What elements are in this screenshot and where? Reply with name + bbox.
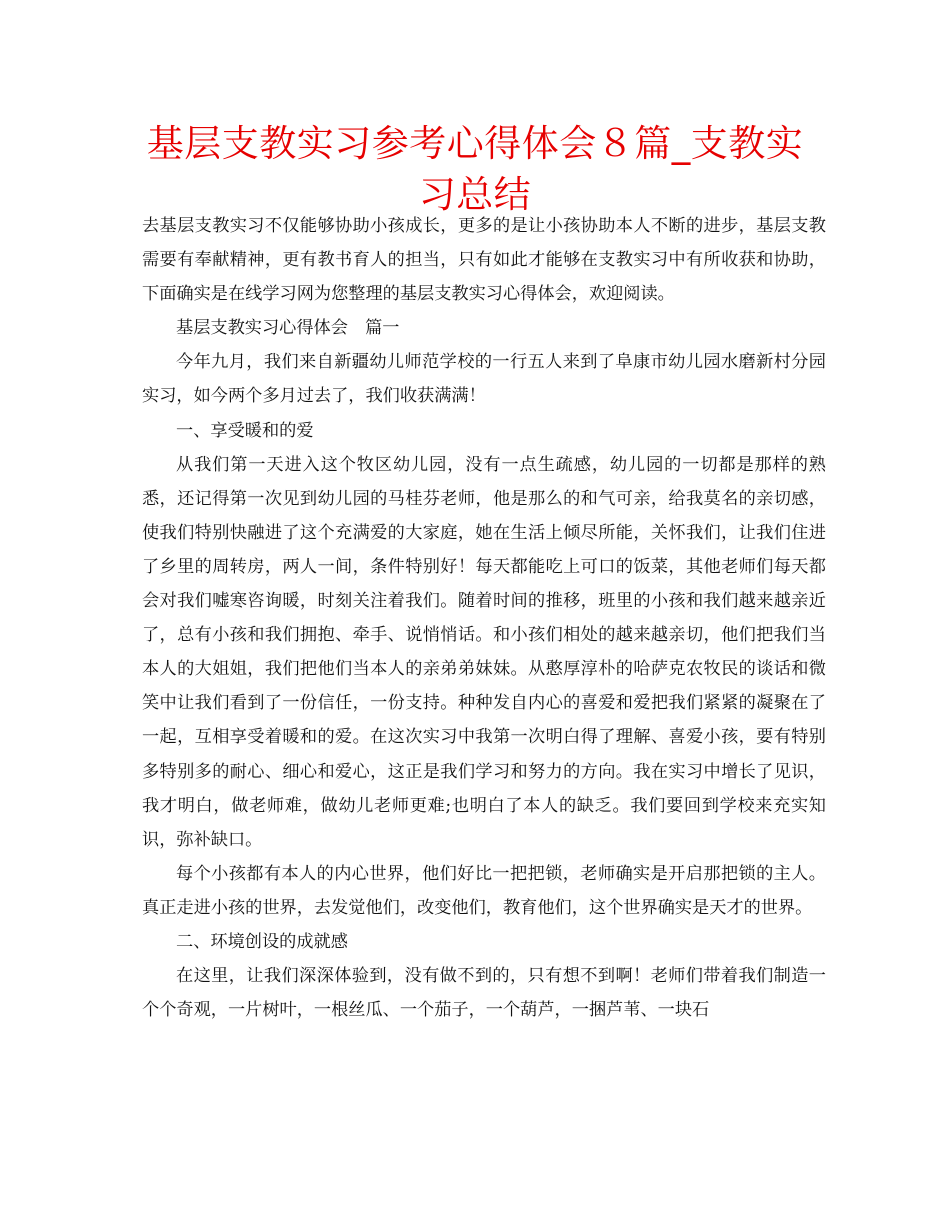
paragraph: 在这里，让我们深深体验到，没有做不到的，只有想不到啊！老师们带着我们制造一个个奇观，一片树叶，一根丝瓜、一个茄子，一个葫芦，一捆芦苇、一块石	[142, 966, 826, 1021]
paragraph-intro: 去基层支教实习不仅能够协助小孩成长，更多的是让小孩协助本人不断的进步，基层支教需要有奉献精神，更有教书育人的担当，只有如此才能够在支教实习中有所收获和协助，下面确实是在线学习网为您整理的基层支教实习心得体会，欢迎阅读。	[142, 216, 826, 305]
paragraph: 每个小孩都有本人的内心世界，他们好比一把把锁，老师确实是开启那把锁的主人。真正走进小孩的世界，去发觉他们，改变他们，教育他们，这个世界确实是天才的世界。	[142, 863, 826, 918]
paragraph: 今年九月，我们来自新疆幼儿师范学校的一行五人来到了阜康市幼儿园水磨新村分园实习，如今两个多月过去了，我们收获满满！	[142, 352, 826, 407]
subheading: 二、环境创设的成就感	[176, 931, 348, 952]
section-heading-part-one: 基层支教实习心得体会 篇一	[176, 318, 400, 339]
paragraph: 从我们第一天进入这个牧区幼儿园，没有一点生疏感，幼儿园的一切都是那样的熟悉，还记得第一次见到幼儿园的马桂芬老师，他是那么的和气可亲，给我莫名的亲切感，使我们特别快融进了这个充满爱的大家庭，她在生活上倾尽所能，关怀我们，让我们住进了乡里的周转房，两人一间，条件特别好！每天都能吃上可口的饭菜，其他老师们每天都会对我们嘘寒咨询暖，时刻关注着我们。随着时间的推移，班里的小孩和我们越来越亲近了，总有小孩和我们拥抱、牵手、说悄悄话。和小孩们相处的越来越亲切，他们把我们当本人的大姐姐，我们把他们当本人的亲弟弟妹妹。从憨厚淳朴的哈萨克农牧民的谈话和微笑中让我们看到了一份信任，一份支持。种种发自内心的喜爱和爱把我们紧紧的凝聚在了一起，互相享受着暖和的爱。在这次实习中我第一次明白得了理解、喜爱小孩，要有特别多特别多的耐心、细心和爱心，这正是我们学习和努力的方向。我在实习中增长了见识，我才明白，做老师难，做幼儿老师更难;也明白了本人的缺乏。我们要回到学校来充实知识，弥补缺口。	[142, 454, 826, 850]
document-title: 基层支教实习参考心得体会８篇_支教实习总结	[146, 122, 804, 216]
document-body	[142, 209, 826, 1027]
subheading: 一、享受暖和的爱	[176, 420, 314, 441]
